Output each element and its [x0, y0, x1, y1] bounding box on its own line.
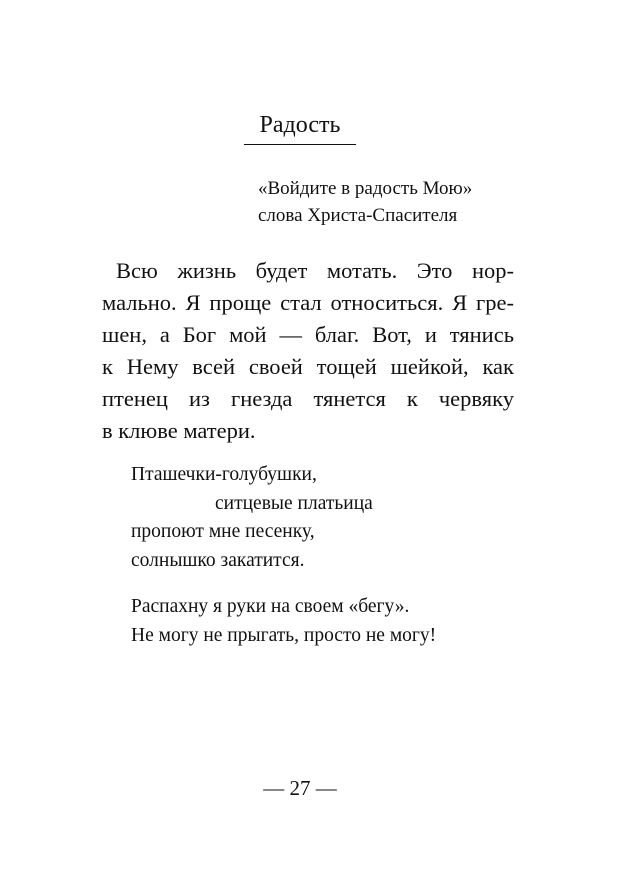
verse-line: ситцевые платьица	[215, 492, 373, 514]
prose-line: шен, а Бог мой — благ. Вот, и тянись	[102, 322, 514, 347]
verse-stanza-2	[131, 593, 436, 650]
prose-line: птенец из гнезда тянется к червяку	[102, 386, 514, 411]
verse-line: Не могу не прыгать, просто не могу!	[131, 624, 437, 646]
epigraph-attribution: слова Христа-Спасителя	[258, 205, 458, 226]
prose-line: мально. Я проще стал относиться. Я гре-	[102, 290, 514, 315]
prose-line: к Нему всей своей тощей шейкой, как	[102, 354, 514, 379]
verse-line: пропоют мне песенку,	[131, 521, 315, 542]
epigraph	[258, 175, 472, 229]
verse-line: Распахну я руки на своем «бегу».	[131, 596, 410, 617]
prose-line: в клюве матери.	[102, 418, 256, 443]
prose-line: Всю жизнь будет мотать. Это нор-	[116, 258, 514, 283]
verse-line: Пташечки-голубушки,	[131, 464, 317, 485]
epigraph-quote: «Войдите в радость Мою»	[258, 178, 473, 199]
prose-paragraph	[102, 255, 514, 447]
chapter-title: Радость	[244, 108, 356, 145]
verse-line: солнышко закатится.	[131, 549, 305, 571]
verse-stanza-1	[131, 461, 373, 575]
page-number: — 27 —	[263, 776, 337, 800]
